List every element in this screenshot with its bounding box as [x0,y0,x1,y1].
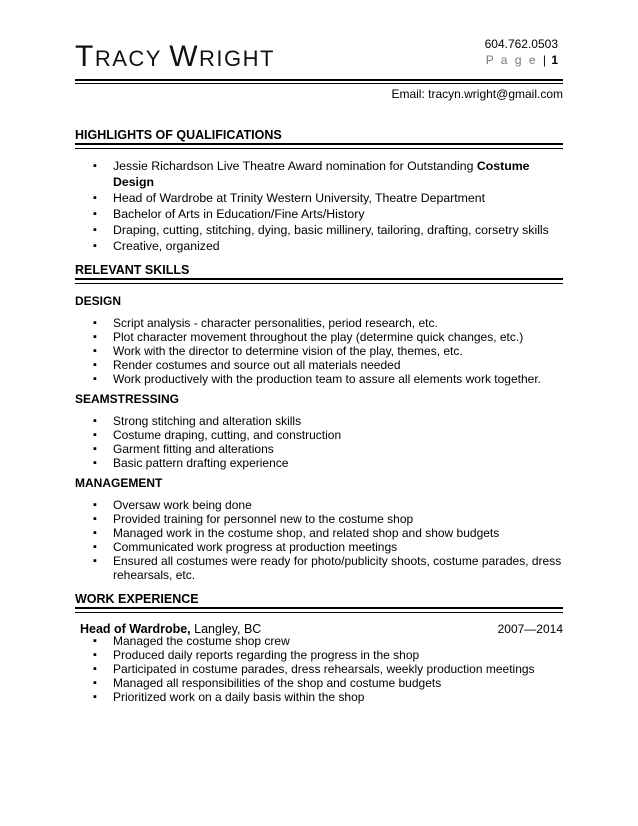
subsection-title-management: MANAGEMENT [75,476,163,490]
list-item: ▪ Work with the director to determine vision of the play, themes, etc. [93,344,563,358]
header-rule-thin [75,83,563,84]
list-item: ▪ Head of Wardrobe at Trinity Western University, Theatre Department [93,190,563,206]
section-title-experience: WORK EXPERIENCE [75,592,563,609]
list-item: ▪ Render costumes and source out all materials needed [93,358,563,372]
list-item: ▪ Produced daily reports regarding the progress in the shop [93,648,563,662]
page-indicator [486,53,558,67]
subsection-title-design: DESIGN [75,294,122,308]
highlights-list [93,158,563,254]
list-item: ▪ Creative, organized [93,238,563,254]
list-item: ▪ Managed work in the costume shop, and related shop and show budgets [93,526,563,540]
page-number: 1 [551,53,558,67]
name-initial-last: W [169,40,200,73]
job-duties-list [93,634,563,704]
job-dates: 2007—2014 [497,622,563,636]
list-item: ▪ Script analysis - character personalities, period research, etc. [93,316,563,330]
name-first-rest: RACY [94,46,162,71]
email-address: Email: tracyn.wright@gmail.com [391,87,563,101]
page-separator: | [542,53,546,67]
list-item: ▪ Garment fitting and alterations [93,442,563,456]
list-item: ▪ Strong stitching and alteration skills [93,414,563,428]
list-item: ▪ Ensured all costumes were ready for photo/publicity shoots, costume parades, dress rehearsals, etc. [93,554,563,582]
section-title-skills: RELEVANT SKILLS [75,263,563,280]
subsection-title-seamstressing: SEAMSTRESSING [75,392,180,406]
list-item: ▪ Jessie Richardson Live Theatre Award nomination for Outstanding Costume Design [93,158,563,190]
list-item: ▪ Managed all responsibilities of the shop and costume budgets [93,676,563,690]
header-rule-thick [75,79,563,81]
list-item: ▪ Oversaw work being done [93,498,563,512]
management-list [93,498,563,582]
list-item: ▪ Provided training for personnel new to the costume shop [93,512,563,526]
list-item: ▪ Managed the costume shop crew [93,634,563,648]
section-title-highlights: HIGHLIGHTS OF QUALIFICATIONS [75,128,563,145]
design-list [93,316,563,386]
list-item: ▪ Prioritized work on a daily basis within the shop [93,690,563,704]
job-title: Head of Wardrobe, Langley, BC [80,622,262,636]
list-item: ▪ Participated in costume parades, dress rehearsals, weekly production meetings [93,662,563,676]
applicant-name [75,40,275,74]
page-label: P a g e [485,53,538,67]
name-last-rest: RIGHT [199,46,275,71]
seamstressing-list [93,414,563,470]
list-item: ▪ Plot character movement throughout the play (determine quick changes, etc.) [93,330,563,344]
list-item: ▪ Costume draping, cutting, and construction [93,428,563,442]
phone-number: 604.762.0503 [484,37,558,51]
list-item: ▪ Communicated work progress at production meetings [93,540,563,554]
list-item: ▪ Draping, cutting, stitching, dying, basic millinery, tailoring, drafting, corsetry skills [93,222,563,238]
list-item: ▪ Basic pattern drafting experience [93,456,563,470]
list-item: ▪ Work productively with the production team to assure all elements work together. [93,372,563,386]
list-item: ▪ Bachelor of Arts in Education/Fine Arts/History [93,206,563,222]
name-initial-first: T [75,40,95,73]
